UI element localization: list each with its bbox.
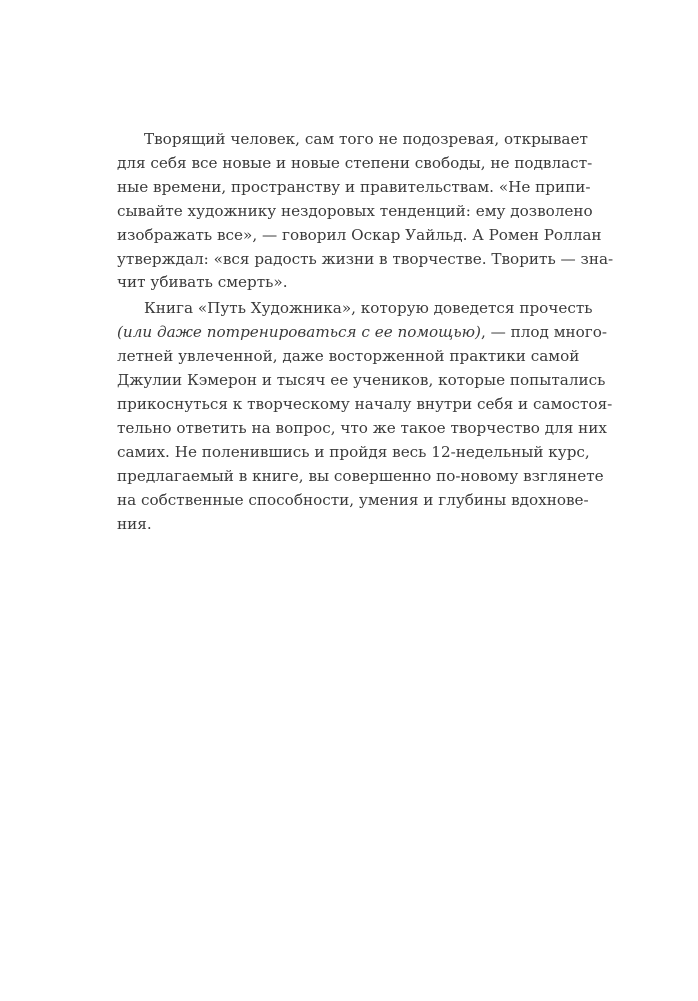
paragraph-1 bbox=[117, 128, 614, 295]
text-line: летней увлеченной, даже восторженной практики самой bbox=[117, 347, 580, 366]
text-line: ные времени, пространству и правительствам. «Не припи- bbox=[117, 177, 591, 196]
text-line: для себя все новые и новые степени свободы, не подвласт- bbox=[117, 153, 593, 172]
text-line bbox=[117, 321, 608, 345]
text-line: сывайте художнику нездоровых тенденций: ему дозволено bbox=[117, 201, 593, 220]
text-fragment: , — плод много- bbox=[480, 323, 608, 342]
italic-aside: (или даже потренироваться с ее помощью) bbox=[117, 323, 481, 342]
text-line: чит убивать смерть». bbox=[117, 273, 288, 292]
text-line: ния. bbox=[117, 514, 152, 533]
text-line: самих. Не поленившись и пройдя весь 12-недельный курс, bbox=[117, 442, 590, 461]
text-line: изображать все», — говорил Оскар Уайльд. А Ромен Роллан bbox=[117, 225, 602, 244]
text-line: Книга «Путь Художника», которую доведется прочесть bbox=[144, 299, 593, 318]
text-line: Джулии Кэмерон и тысяч ее учеников, которые попытались bbox=[117, 371, 606, 390]
text-line: предлагаемый в книге, вы совершенно по-новому взглянете bbox=[117, 466, 604, 485]
text-line: прикоснуться к творческому началу внутри себя и самостоя- bbox=[117, 394, 613, 413]
text-line: тельно ответить на вопрос, что же такое творчество для них bbox=[117, 418, 607, 437]
paragraph-2 bbox=[117, 297, 613, 536]
text-line: на собственные способности, умения и глубины вдохнове- bbox=[117, 490, 589, 509]
text-line: утверждал: «вся радость жизни в творчестве. Творить — зна- bbox=[117, 249, 614, 268]
body-text bbox=[117, 128, 614, 536]
text-line: Творящий человек, сам того не подозревая, открывает bbox=[144, 130, 588, 148]
